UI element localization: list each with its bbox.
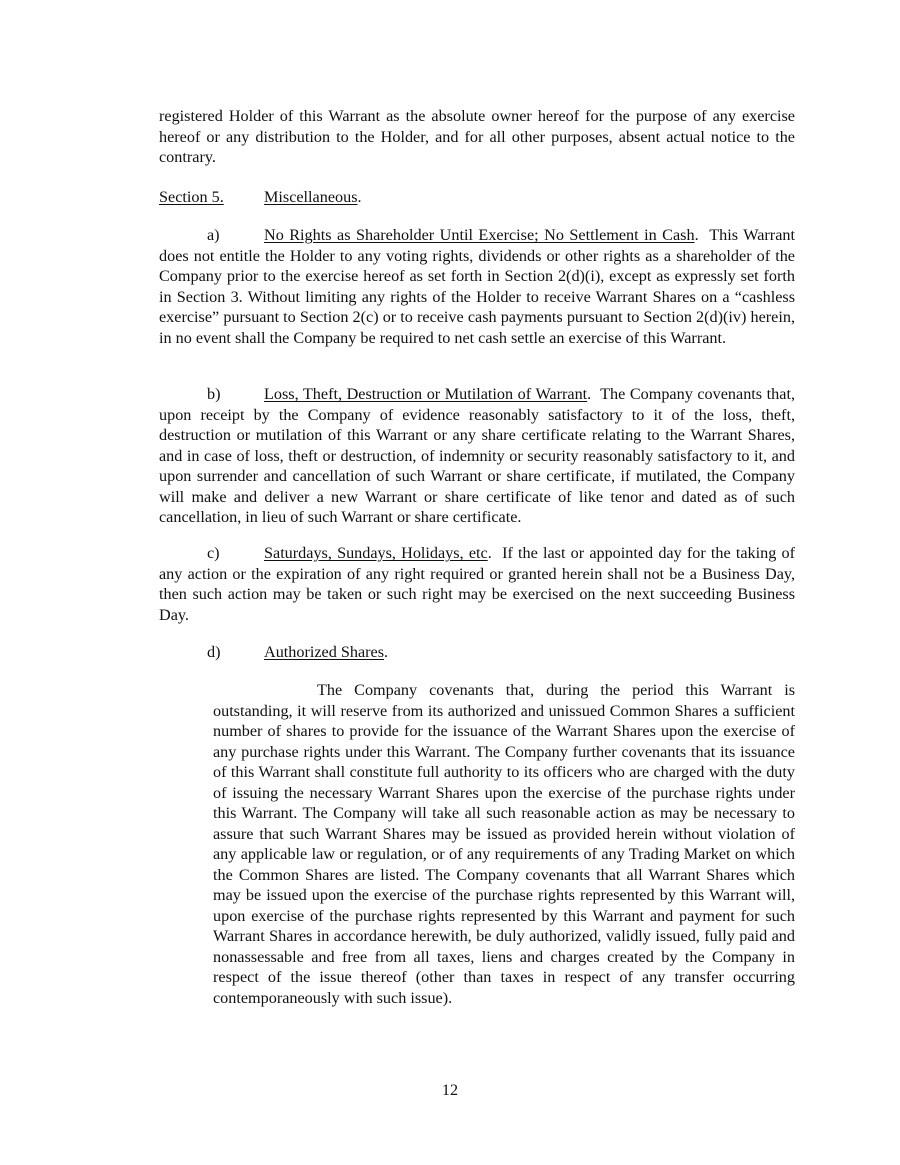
subsection-letter: a): [207, 226, 220, 244]
subsection-heading-punct: .: [694, 226, 699, 244]
subsection-a: [159, 225, 795, 348]
subsection-letter: b): [207, 385, 221, 403]
subsection-body: If the last or appointed day for the taking of any action or the expiration of any right required or granted herein shall not be a Business Day, then such action may be taken or such right may be exercised on the next succeeding Business Day.: [159, 544, 795, 624]
subsection-heading: No Rights as Shareholder Until Exercise; No Settlement in Cash: [264, 226, 695, 244]
subsection-c: [159, 543, 795, 625]
subsection-heading: Saturdays, Sundays, Holidays, etc: [264, 544, 488, 562]
subsection-letter: d): [207, 643, 221, 661]
subsection-heading: Authorized Shares: [264, 643, 385, 661]
subsection-body: The Company covenants that, during the period this Warrant is outstanding, it will reserve from its authorized and unissued Common Shares a sufficient number of shares to provide for the issuance of the Warrant Shares upon the exercise of any purchase rights under this Warrant. The Company further covenants that its issuance of this Warrant shall constitute full authority to its officers who are charged with the duty of issuing the necessary Warrant Shares upon the exercise of the purchase rights under this Warrant. The Company will take all such reasonable action as may be necessary to assure that such Warrant Shares may be issued as provided herein without violation of any applicable law or regulation, or of any requirements of any Trading Market on which the Common Shares are listed. The Company covenants that all Warrant Shares which may be issued upon the exercise of the purchase rights represented by this Warrant will, upon exercise of the purchase rights represented by this Warrant and payment for such Warrant Shares in accordance herewith, be duly authorized, validly issued, fully paid and nonassessable and free from all taxes, liens and charges created by the Company in respect of the issue thereof (other than taxes in respect of any transfer occurring contemporaneously with such issue).: [213, 681, 795, 1007]
page-number: 12: [441, 1081, 459, 1099]
subsection-heading-punct: .: [487, 544, 492, 562]
section-title: Miscellaneous: [264, 188, 358, 206]
section-heading: [159, 187, 795, 208]
subsection-d-body: [213, 680, 795, 1008]
subsection-heading-punct: .: [587, 385, 592, 403]
subsection-b: [159, 384, 795, 528]
subsection-d: [159, 642, 795, 663]
subsection-body: The Company covenants that, upon receipt by the Company of evidence reasonably satisfactory to it of the loss, theft, destruction or mutilation of this Warrant or any share certificate relating to the Warrant Shares, and in case of loss, theft or destruction, of indemnity or security reasonably satisfactory to it, and upon surrender and cancellation of such Warrant or share certificate, if mutilated, the Company will make and deliver a new Warrant or share certificate of like tenor and dated as of such cancellation, in lieu of such Warrant or share certificate.: [159, 385, 795, 526]
intro-paragraph: registered Holder of this Warrant as the absolute owner hereof for the purpose of any exercise hereof or any distribution to the Holder, and for all other purposes, absent actual notice to the contrary.: [159, 107, 795, 166]
section-title-punct: .: [357, 188, 362, 206]
subsection-letter: c): [207, 544, 220, 562]
subsection-heading: Loss, Theft, Destruction or Mutilation of Warrant: [264, 385, 588, 403]
subsection-heading-punct: .: [384, 643, 389, 661]
section-number: Section 5.: [159, 188, 224, 206]
subsection-body: This Warrant does not entitle the Holder to any voting rights, dividends or other rights as a shareholder of the Company prior to the exercise hereof as set forth in Section 2(d)(i), except as expressly set forth in Section 3. Without limiting any rights of the Holder to receive Warrant Shares on a “cashless exercise” pursuant to Section 2(c) or to receive cash payments pursuant to Section 2(d)(iv) herein, in no event shall the Company be required to net cash settle an exercise of this Warrant.: [159, 226, 795, 347]
